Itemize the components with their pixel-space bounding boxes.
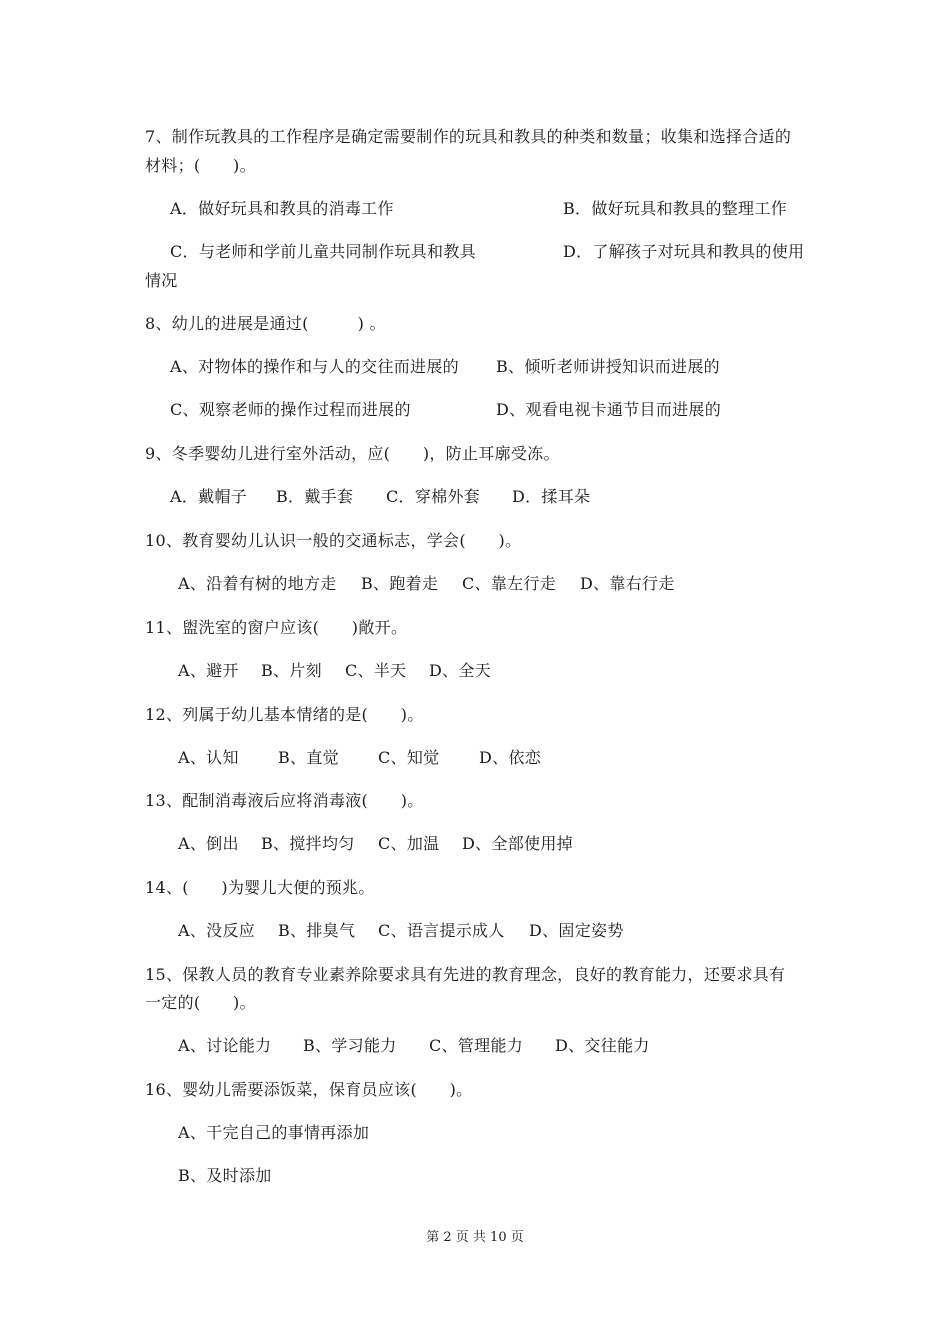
question-15-stem-line-1: 15、保教人员的教育专业素养除要求具有先进的教育理念，良好的教育能力，还要求具有	[145, 965, 786, 984]
question-11-option-d: D、全天	[429, 661, 492, 680]
question-8-option-d: D、观看电视卡通节目而进展的	[496, 400, 722, 419]
question-10-option-a: A、沿着有树的地方走	[178, 574, 337, 593]
question-12-option-c: C、知觉	[378, 748, 440, 767]
question-9-option-c: C．穿棉外套	[386, 487, 481, 506]
question-13-stem: 13、配制消毒液后应将消毒液( )。	[145, 791, 424, 810]
question-10-option-c: C、靠左行走	[462, 574, 557, 593]
question-14-option-b: B、排臭气	[278, 921, 356, 940]
question-7-option-b: B．做好玩具和教具的整理工作	[563, 199, 787, 218]
question-11-option-c: C、半天	[345, 661, 407, 680]
question-13-option-b: B、搅拌均匀	[261, 834, 355, 853]
question-10-stem: 10、教育婴幼儿认识一般的交通标志，学会( )。	[145, 531, 522, 550]
question-7-stem-line-1: 7、制作玩教具的工作程序是确定需要制作的玩具和教具的种类和数量；收集和选择合适的	[145, 127, 792, 146]
question-12-stem: 12、列属于幼儿基本情绪的是( )。	[145, 705, 424, 724]
question-12-option-d: D、依恋	[479, 748, 542, 767]
question-10-option-d: D、靠右行走	[580, 574, 675, 593]
question-7-option-d-wrap: 情况	[145, 271, 178, 290]
question-13-option-c: C、加温	[378, 834, 440, 853]
question-8-option-c: C、观察老师的操作过程而进展的	[170, 400, 411, 419]
question-7-option-a: A．做好玩具和教具的消毒工作	[170, 199, 394, 218]
question-7-stem-line-2: 材料；( )。	[145, 156, 256, 175]
question-15-option-a: A、讨论能力	[178, 1036, 272, 1055]
question-16-option-b: B、及时添加	[178, 1166, 272, 1185]
question-15-option-d: D、交往能力	[555, 1036, 650, 1055]
question-16-option-a: A、干完自己的事情再添加	[178, 1123, 370, 1142]
question-8-option-a: A、对物体的操作和与人的交往而进展的	[170, 357, 459, 376]
question-14-option-a: A、没反应	[178, 921, 256, 940]
question-9-option-a: A．戴帽子	[170, 487, 248, 506]
question-14-stem: 14、( )为婴儿大便的预兆。	[145, 878, 375, 897]
question-11-option-b: B、片刻	[261, 661, 322, 680]
question-7-option-c: C．与老师和学前儿童共同制作玩具和教具	[170, 242, 476, 261]
question-14-option-c: C、语言提示成人	[378, 921, 505, 940]
question-12-option-b: B、直觉	[278, 748, 339, 767]
question-8-option-b: B、倾听老师讲授知识而进展的	[496, 357, 720, 376]
question-13-option-d: D、全部使用掉	[462, 834, 573, 853]
question-11-option-a: A、避开	[178, 661, 239, 680]
question-7-option-d: D．了解孩子对玩具和教具的使用	[563, 242, 805, 261]
question-14-option-d: D、固定姿势	[529, 921, 624, 940]
question-9-stem: 9、冬季婴幼儿进行室外活动，应( )，防止耳廓受冻。	[145, 444, 560, 463]
question-12-option-a: A、认知	[178, 748, 239, 767]
question-15-option-b: B、学习能力	[303, 1036, 397, 1055]
question-11-stem: 11、盥洗室的窗户应该( )敞开。	[145, 618, 408, 637]
question-15-option-c: C、管理能力	[429, 1036, 524, 1055]
question-13-option-a: A、倒出	[178, 834, 239, 853]
question-16-stem: 16、婴幼儿需要添饭菜，保育员应该( )。	[145, 1080, 473, 1099]
page-number-footer: 第 2 页 共 10 页	[426, 1230, 524, 1245]
question-9-option-d: D．揉耳朵	[512, 487, 591, 506]
question-15-stem-line-2: 一定的( )。	[145, 993, 256, 1012]
question-10-option-b: B、跑着走	[361, 574, 439, 593]
question-9-option-b: B．戴手套	[276, 487, 354, 506]
question-8-stem: 8、幼儿的进展是通过( ) 。	[145, 314, 386, 333]
